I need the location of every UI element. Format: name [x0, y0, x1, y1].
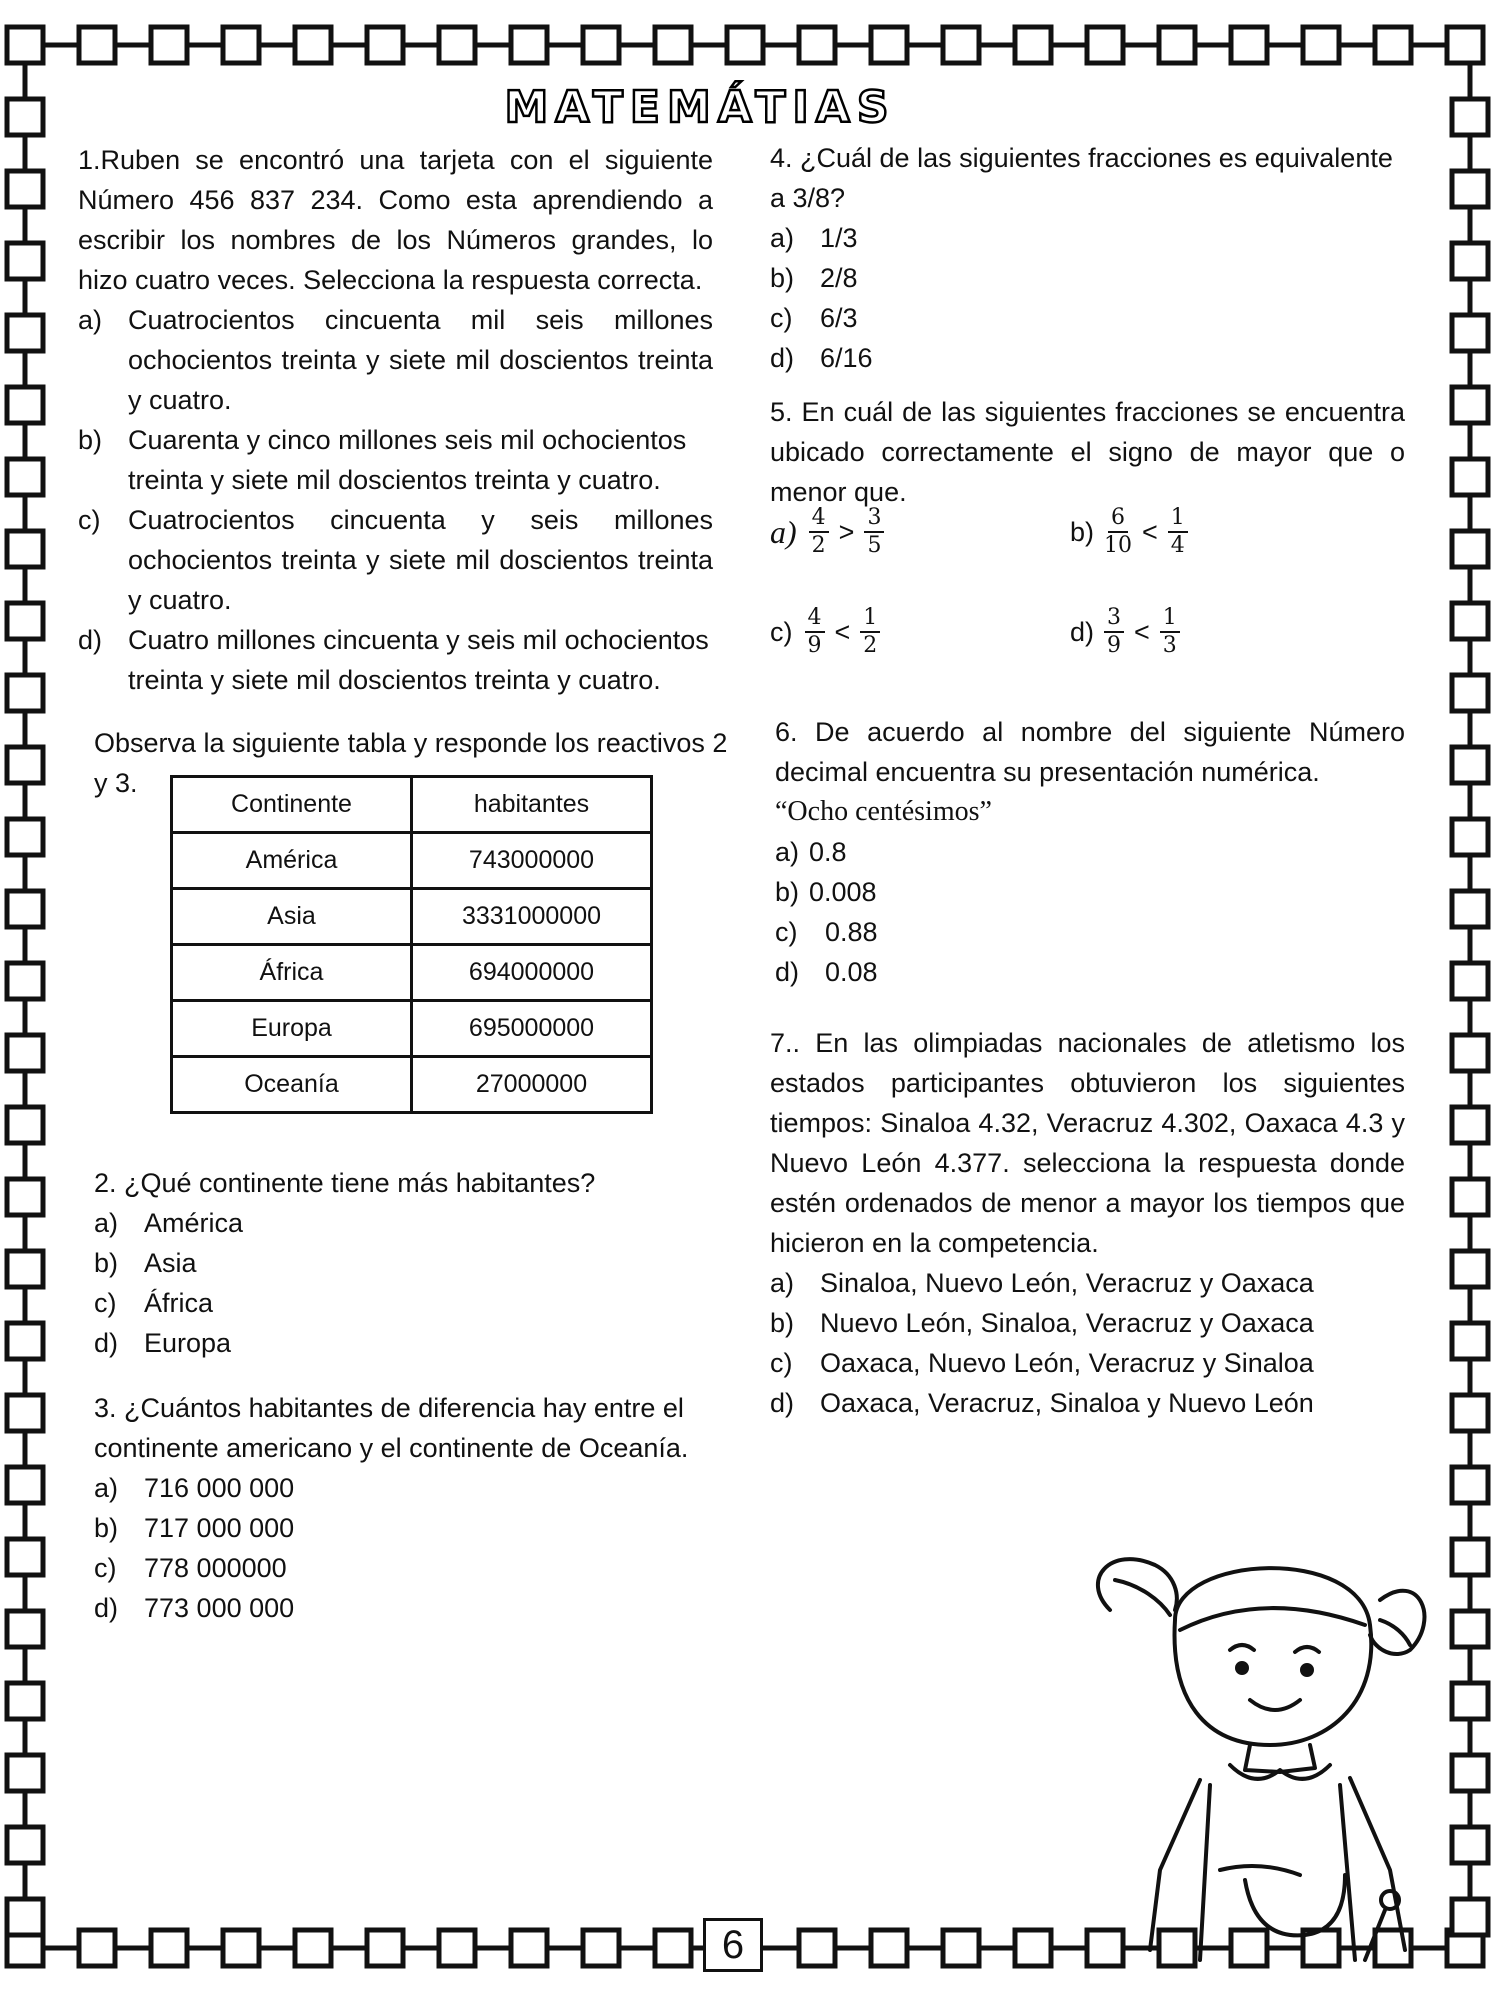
- border-square: [7, 1395, 43, 1431]
- table-row: [172, 1057, 652, 1113]
- border-square: [367, 27, 403, 63]
- border-square: [7, 99, 43, 135]
- table-cell: 27000000: [412, 1057, 652, 1113]
- question-6-option-b[interactable]: b) 0.008: [775, 877, 877, 907]
- question-2: [94, 1163, 714, 1363]
- question-3: [94, 1388, 734, 1628]
- question-5-options: [770, 505, 1390, 685]
- border-square: [1452, 1899, 1488, 1935]
- table-cell: 695000000: [412, 1001, 652, 1057]
- question-4-option-d[interactable]: d) 6/16: [770, 343, 873, 373]
- border-square: [7, 1611, 43, 1647]
- border-square: [727, 27, 763, 63]
- question-4-option-b[interactable]: b) 2/8: [770, 263, 858, 293]
- border-square: [7, 531, 43, 567]
- question-5-option-b[interactable]: b) $\frac{6}{10}$ < $\frac{1}{4}$: [1070, 505, 1192, 559]
- border-square: [1452, 1251, 1488, 1287]
- border-square: [223, 27, 259, 63]
- border-square: [871, 1930, 907, 1966]
- border-square: [1452, 675, 1488, 711]
- border-square: [151, 27, 187, 63]
- border-square: [151, 1930, 187, 1966]
- question-6-quote: “Ocho centésimos”: [775, 796, 992, 827]
- border-square: [7, 1827, 43, 1863]
- question-7-text: 7.. En las olimpiadas nacionales de atletismo los estados participantes obtuvieron los siguientes tiempos: Sinaloa 4.32, Veracruz 4.302, Oaxaca 4.3 y Nuevo León 4.377. selecciona la respuesta donde estén ordenados de menor a mayor los tiempos que hicieron en la competencia.: [770, 1028, 1405, 1258]
- question-2-option-c[interactable]: c) África: [94, 1288, 214, 1318]
- border-square: [1452, 1539, 1488, 1575]
- table-cell: América: [172, 833, 412, 889]
- question-7-option-c[interactable]: c) Oaxaca, Nuevo León, Veracruz y Sinaloa: [770, 1348, 1314, 1378]
- border-square: [1375, 27, 1411, 63]
- border-square: [511, 27, 547, 63]
- border-square: [7, 1251, 43, 1287]
- page-number: 6: [703, 1918, 763, 1972]
- border-square: [583, 1930, 619, 1966]
- question-6-text: 6. De acuerdo al nombre del siguiente Número decimal encuentra su presentación numérica.: [775, 717, 1405, 787]
- border-square: [1447, 27, 1483, 63]
- border-square: [7, 1899, 43, 1935]
- border-square: [1087, 27, 1123, 63]
- border-square: [7, 171, 43, 207]
- question-6-option-a[interactable]: a) 0.8: [775, 837, 847, 867]
- question-5-option-d[interactable]: d) $\frac{3}{9}$ < $\frac{1}{3}$: [1070, 605, 1184, 659]
- question-1-option-b[interactable]: b) Cuarenta y cinco millones seis mil ochocientos treinta y siete mil doscientos treinta y cuatro.: [78, 425, 687, 495]
- question-1: [78, 140, 713, 700]
- border-square: [1452, 99, 1488, 135]
- question-4: [770, 138, 1405, 378]
- table-intro-text: Observa la siguiente tabla y responde los reactivos 2 y 3.: [94, 728, 728, 798]
- border-square: [1303, 27, 1339, 63]
- table-cell: Oceanía: [172, 1057, 412, 1113]
- border-square: [7, 459, 43, 495]
- table-header-cell: Continente: [172, 777, 412, 833]
- border-square: [7, 243, 43, 279]
- border-square: [943, 27, 979, 63]
- table-cell: 3331000000: [412, 889, 652, 945]
- question-7: [770, 1023, 1405, 1423]
- border-square: [295, 1930, 331, 1966]
- border-square: [7, 27, 43, 63]
- population-table: [170, 775, 653, 1114]
- border-square: [1452, 1827, 1488, 1863]
- border-square: [1452, 459, 1488, 495]
- border-square: [1015, 1930, 1051, 1966]
- question-1-text: 1.Ruben se encontró una tarjeta con el siguiente Número 456 837 234. Como esta aprendiendo a escribir los nombres de los Números grandes, lo hizo cuatro veces. Selecciona la respuesta correcta.: [78, 145, 713, 295]
- question-6-option-c[interactable]: c) 0.88: [775, 917, 878, 947]
- border-square: [1452, 531, 1488, 567]
- question-1-option-c[interactable]: c) Cuatrocientos cincuenta y seis millones ochocientos treinta y siete mil doscientos treinta y cuatro.: [78, 505, 713, 615]
- fraction: $\frac{1}{3}$: [1160, 605, 1180, 659]
- question-5-option-a[interactable]: a) $\frac{4}{2}$ > $\frac{3}{5}$: [770, 505, 888, 559]
- border-square: [1452, 891, 1488, 927]
- border-square: [1015, 27, 1051, 63]
- fraction: $\frac{1}{4}$: [1168, 505, 1188, 559]
- border-square: [799, 1930, 835, 1966]
- border-square: [79, 1930, 115, 1966]
- border-square: [1452, 1035, 1488, 1071]
- table-row: [172, 889, 652, 945]
- border-square: [7, 315, 43, 351]
- fraction: $\frac{4}{2}$: [809, 505, 829, 559]
- border-square: [7, 1179, 43, 1215]
- border-square: [1452, 315, 1488, 351]
- border-square: [367, 1930, 403, 1966]
- table-cell: Asia: [172, 889, 412, 945]
- border-square: [439, 1930, 475, 1966]
- question-2-option-a[interactable]: a) América: [94, 1208, 244, 1238]
- question-3-option-d[interactable]: d) 773 000 000: [94, 1593, 295, 1623]
- border-square: [1452, 1395, 1488, 1431]
- border-square: [1452, 387, 1488, 423]
- border-square: [7, 1035, 43, 1071]
- border-square: [7, 387, 43, 423]
- border-square: [1452, 963, 1488, 999]
- border-square: [7, 963, 43, 999]
- girl-illustration: [1080, 1540, 1440, 1970]
- question-1-option-d[interactable]: d) Cuatro millones cincuenta y seis mil ochocientos treinta y siete mil doscientos treinta y cuatro.: [78, 625, 709, 695]
- border-square: [1452, 1107, 1488, 1143]
- border-square: [223, 1930, 259, 1966]
- border-square: [1452, 1179, 1488, 1215]
- border-square: [1231, 27, 1267, 63]
- table-cell: 743000000: [412, 833, 652, 889]
- fraction: $\frac{4}{9}$: [805, 605, 825, 659]
- border-square: [7, 819, 43, 855]
- border-square: [1452, 819, 1488, 855]
- border-square: [1452, 747, 1488, 783]
- border-square: [7, 603, 43, 639]
- question-5: [770, 392, 1405, 512]
- border-square: [7, 1107, 43, 1143]
- border-square: [655, 1930, 691, 1966]
- question-7-option-b[interactable]: b) Nuevo León, Sinaloa, Veracruz y Oaxaca: [770, 1308, 1314, 1338]
- question-3-option-b[interactable]: b) 717 000 000: [94, 1513, 295, 1543]
- border-square: [1159, 27, 1195, 63]
- table-row: [172, 833, 652, 889]
- border-square: [7, 891, 43, 927]
- table-row: [172, 945, 652, 1001]
- question-4-option-a[interactable]: a) 1/3: [770, 223, 858, 253]
- border-square: [1452, 171, 1488, 207]
- border-square: [943, 1930, 979, 1966]
- border-square: [871, 27, 907, 63]
- question-4-text: 4. ¿Cuál de las siguientes fracciones es equivalente a 3/8?: [770, 143, 1393, 213]
- border-square: [799, 27, 835, 63]
- border-square: [1452, 1683, 1488, 1719]
- border-square: [1452, 603, 1488, 639]
- table-row: [172, 1001, 652, 1057]
- border-square: [1452, 243, 1488, 279]
- border-square: [1452, 1467, 1488, 1503]
- question-3-text: 3. ¿Cuántos habitantes de diferencia hay entre el continente americano y el continente de Oceanía.: [94, 1393, 689, 1463]
- border-square: [7, 1755, 43, 1791]
- border-square: [7, 1539, 43, 1575]
- border-square: [7, 747, 43, 783]
- fraction: $\frac{1}{2}$: [860, 605, 880, 659]
- border-square: [1452, 1323, 1488, 1359]
- table-header-row: [172, 777, 652, 833]
- table-cell: 694000000: [412, 945, 652, 1001]
- question-5-text: 5. En cuál de las siguientes fracciones se encuentra ubicado correctamente el signo de mayor que o menor que.: [770, 397, 1405, 507]
- question-6-option-d[interactable]: d) 0.08: [775, 957, 878, 987]
- question-3-option-c[interactable]: c) 778 000000: [94, 1553, 287, 1583]
- border-square: [79, 27, 115, 63]
- page-title: MATEMÁTIAS: [504, 82, 896, 133]
- table-header-cell: habitantes: [412, 777, 652, 833]
- question-4-option-c[interactable]: c) 6/3: [770, 303, 858, 333]
- question-7-option-d[interactable]: d) Oaxaca, Veracruz, Sinaloa y Nuevo León: [770, 1388, 1314, 1418]
- fraction: $\frac{6}{10}$: [1104, 505, 1133, 558]
- question-5-option-c[interactable]: c) $\frac{4}{9}$ < $\frac{1}{2}$: [770, 605, 884, 659]
- border-square: [583, 27, 619, 63]
- question-2-option-d[interactable]: d) Europa: [94, 1328, 232, 1358]
- fraction: $\frac{3}{5}$: [864, 505, 884, 559]
- question-7-option-a[interactable]: a) Sinaloa, Nuevo León, Veracruz y Oaxaca: [770, 1268, 1314, 1298]
- table-cell: África: [172, 945, 412, 1001]
- border-square: [511, 1930, 547, 1966]
- border-square: [655, 27, 691, 63]
- question-3-option-a[interactable]: a) 716 000 000: [94, 1473, 295, 1503]
- question-1-option-a[interactable]: a) Cuatrocientos cincuenta mil seis millones ochocientos treinta y siete mil doscientos treinta y cuatro.: [78, 305, 713, 415]
- border-square: [1452, 1611, 1488, 1647]
- border-square: [7, 675, 43, 711]
- border-square: [7, 1467, 43, 1503]
- table-cell: Europa: [172, 1001, 412, 1057]
- question-2-option-b[interactable]: b) Asia: [94, 1248, 197, 1278]
- question-2-text: 2. ¿Qué continente tiene más habitantes?: [94, 1168, 596, 1198]
- question-6: [775, 712, 1405, 992]
- border-square: [439, 27, 475, 63]
- fraction: $\frac{3}{9}$: [1104, 605, 1124, 659]
- border-square: [1452, 1755, 1488, 1791]
- border-square: [7, 1683, 43, 1719]
- border-square: [295, 27, 331, 63]
- border-square: [7, 1323, 43, 1359]
